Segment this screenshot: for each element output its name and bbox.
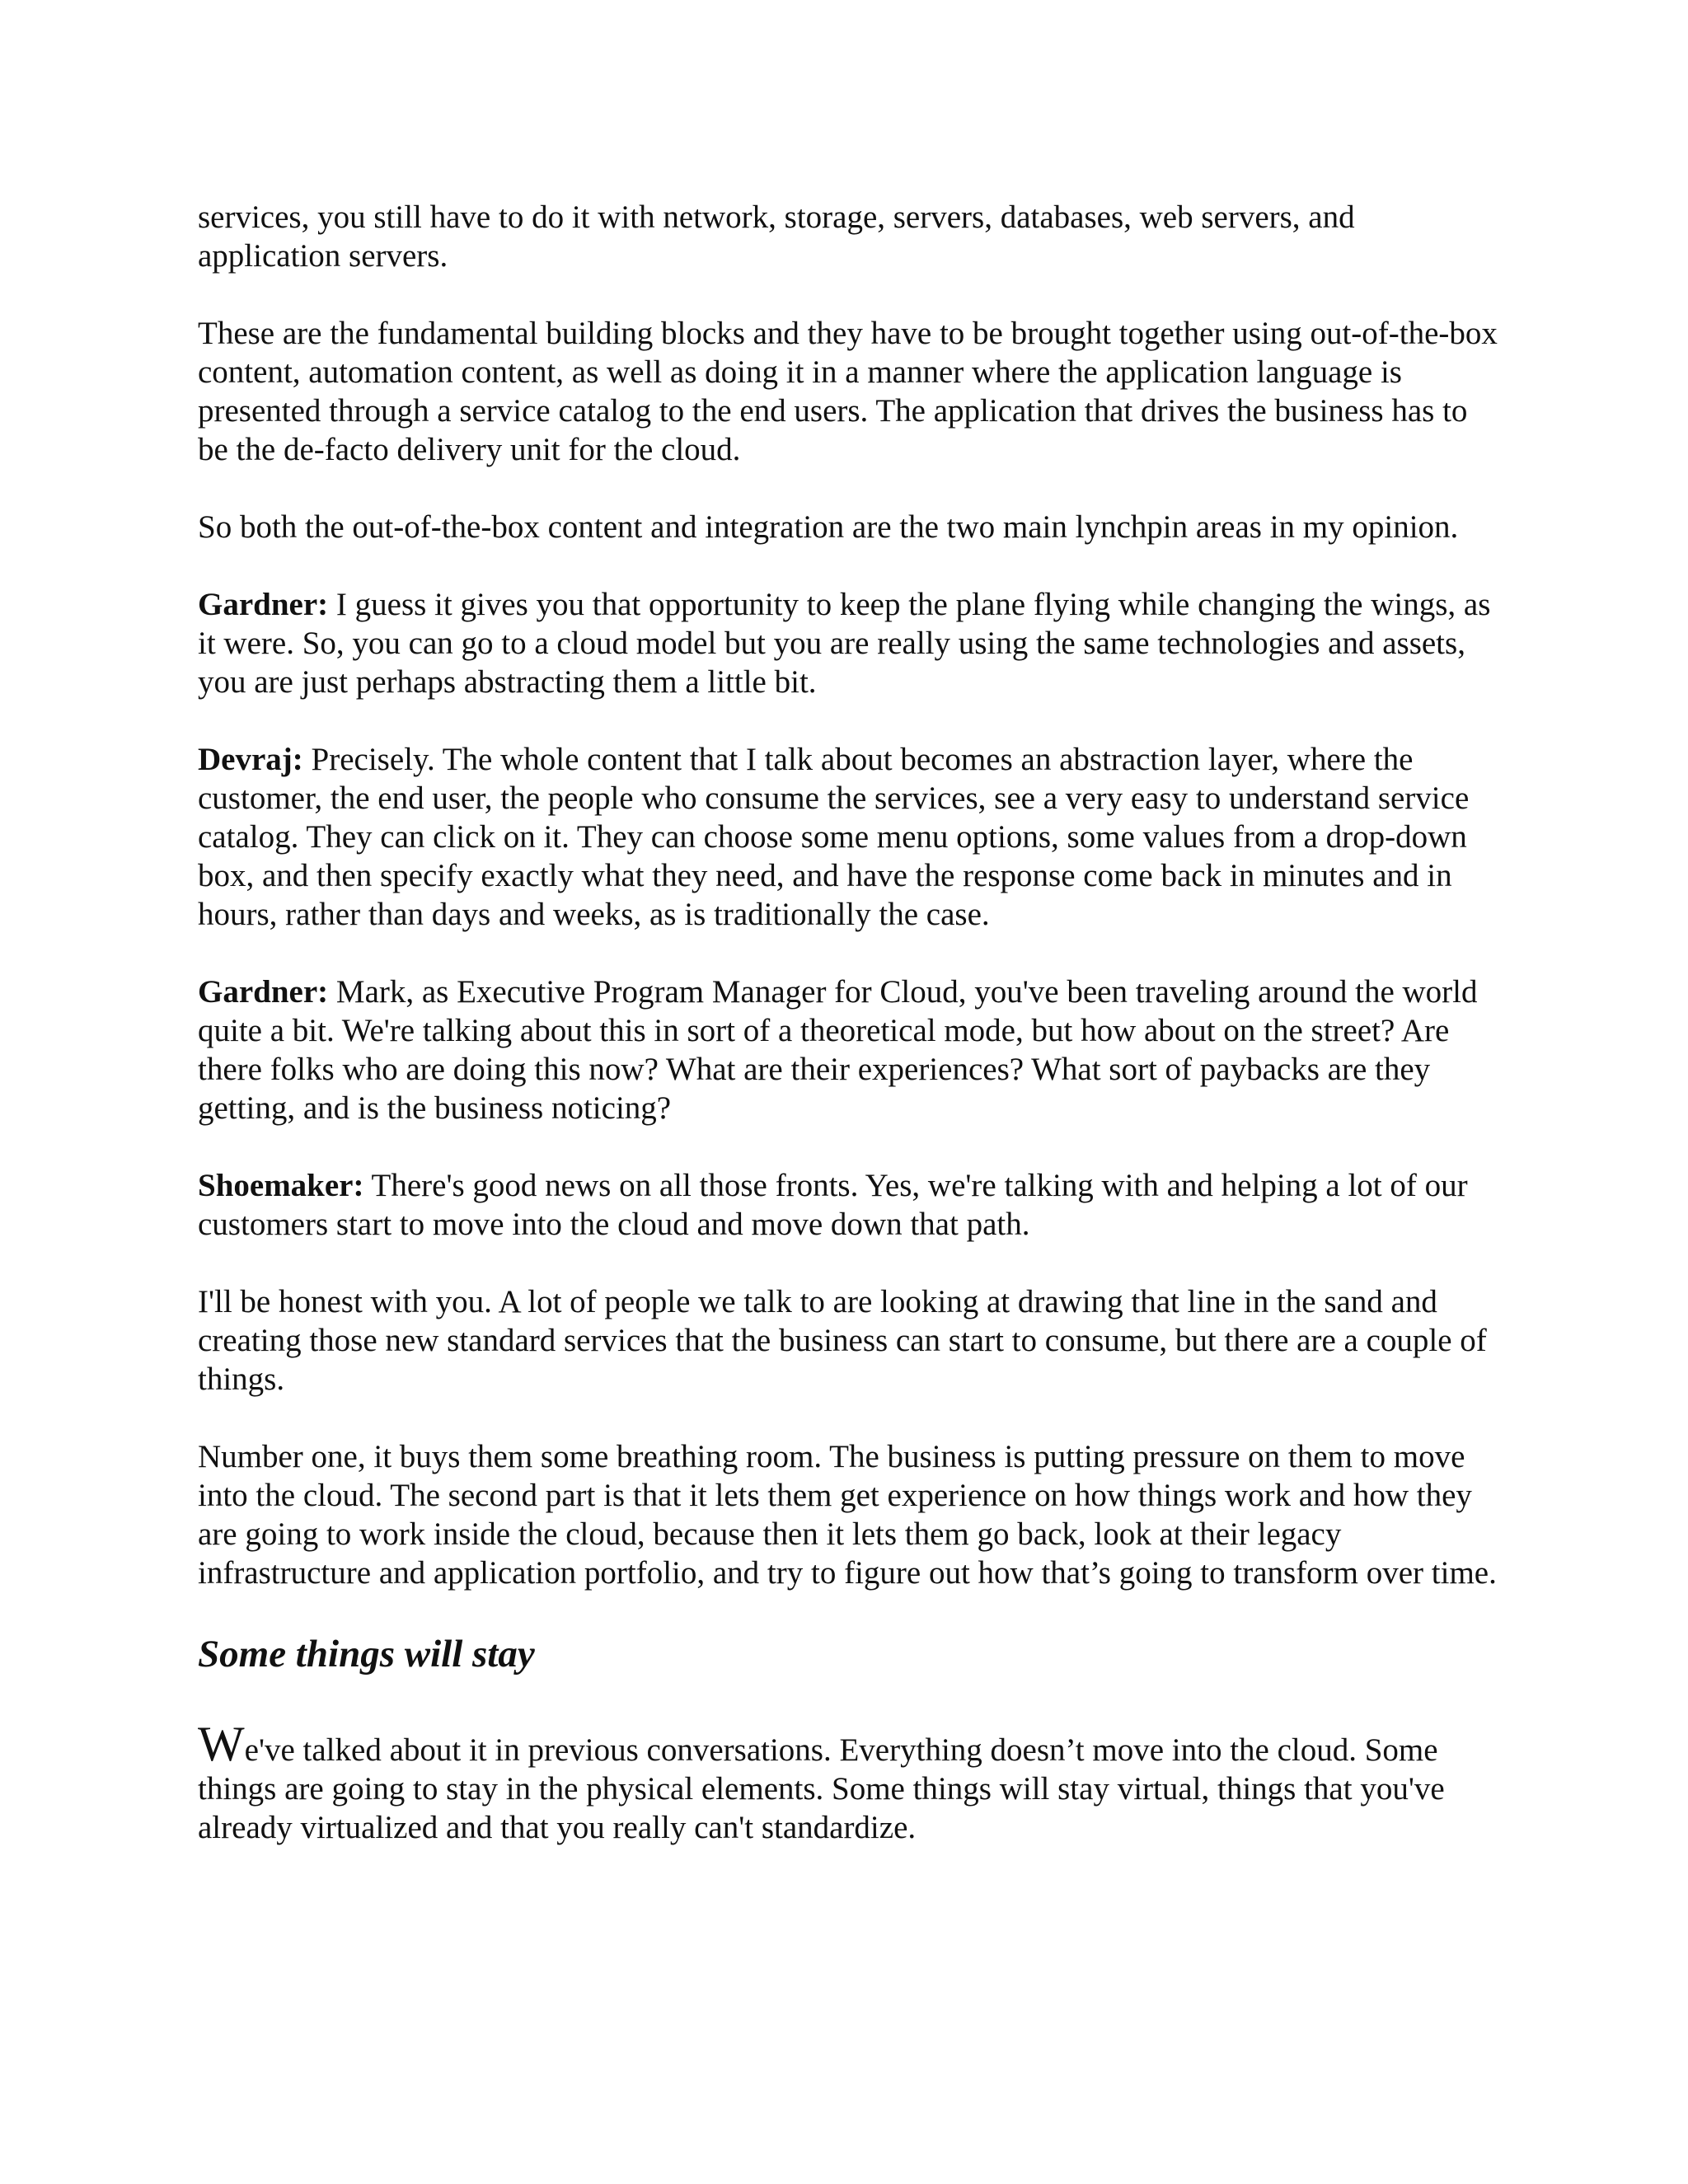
paragraph-6	[198, 972, 1500, 1127]
paragraph-text: Number one, it buys them some breathing room. The business is putting pressure on them to move into the cloud. The second part is that it lets them get experience on how things work and how they are going to work inside the cloud, because then it lets them go back, look at their legacy infrastructure and application portfolio, and try to figure out how that’s going to transform over time.	[198, 1439, 1497, 1591]
paragraph-4	[198, 585, 1500, 701]
paragraph-5	[198, 740, 1500, 934]
speaker-name: Devraj:	[198, 742, 303, 777]
paragraph-text: I guess it gives you that opportunity to keep the plane flying while changing the wings, as it were. So, you can go to a cloud model but you are really using the same technologies and assets, you are just perhaps abstracting them a little bit.	[198, 587, 1491, 700]
section-paragraph	[198, 1717, 1500, 1847]
paragraph-text: services, you still have to do it with network, storage, servers, databases, web servers, and application servers.	[198, 199, 1355, 274]
paragraph-text: Precisely. The whole content that I talk about becomes an abstraction layer, where the customer, the end user, the people who consume the services, see a very easy to understand service catalog. They can click on it. They can choose some menu options, some values from a drop-down box, and then specify exactly what they need, and have the response come back in minutes and in hours, rather than days and weeks, as is traditionally the case.	[198, 742, 1470, 932]
paragraph-2	[198, 314, 1500, 469]
paragraph-text: e've talked about it in previous conversations. Everything doesn’t move into the cloud. Some things are going to stay in the physical elements. Some things will stay virtual, things that you've already virtualized and that you really can't standardize.	[198, 1732, 1445, 1845]
speaker-name: Shoemaker:	[198, 1168, 364, 1203]
drop-cap: W	[198, 1717, 245, 1771]
section-heading: Some things will stay	[198, 1633, 535, 1675]
paragraph-text: Mark, as Executive Program Manager for Cloud, you've been traveling around the world quite a bit. We're talking about this in sort of a theoretical mode, but how about on the street? Are there folks who are doing this now? What are their experiences? What sort of paybacks are they getting, and is the business noticing?	[198, 974, 1478, 1126]
paragraph-text: I'll be honest with you. A lot of people we talk to are looking at drawing that line in the sand and creating those new standard services that the business can start to consume, but there are a couple of things.	[198, 1284, 1487, 1397]
paragraph-7	[198, 1166, 1500, 1244]
paragraph-3	[198, 508, 1500, 546]
paragraph-9	[198, 1437, 1500, 1592]
paragraph-8	[198, 1282, 1500, 1399]
document-page	[198, 198, 1500, 1886]
paragraph-text: These are the fundamental building blocks and they have to be brought together using out-of-the-box content, automation content, as well as doing it in a manner where the application language is presented through a service catalog to the end users. The application that drives the business has to be the de-facto delivery unit for the cloud.	[198, 316, 1498, 467]
speaker-name: Gardner:	[198, 974, 329, 1010]
speaker-name: Gardner:	[198, 587, 329, 622]
paragraph-text: So both the out-of-the-box content and integration are the two main lynchpin areas in my opinion.	[198, 509, 1459, 545]
paragraph-1	[198, 198, 1500, 275]
paragraph-text: There's good news on all those fronts. Yes, we're talking with and helping a lot of our customers start to move into the cloud and move down that path.	[198, 1168, 1468, 1242]
